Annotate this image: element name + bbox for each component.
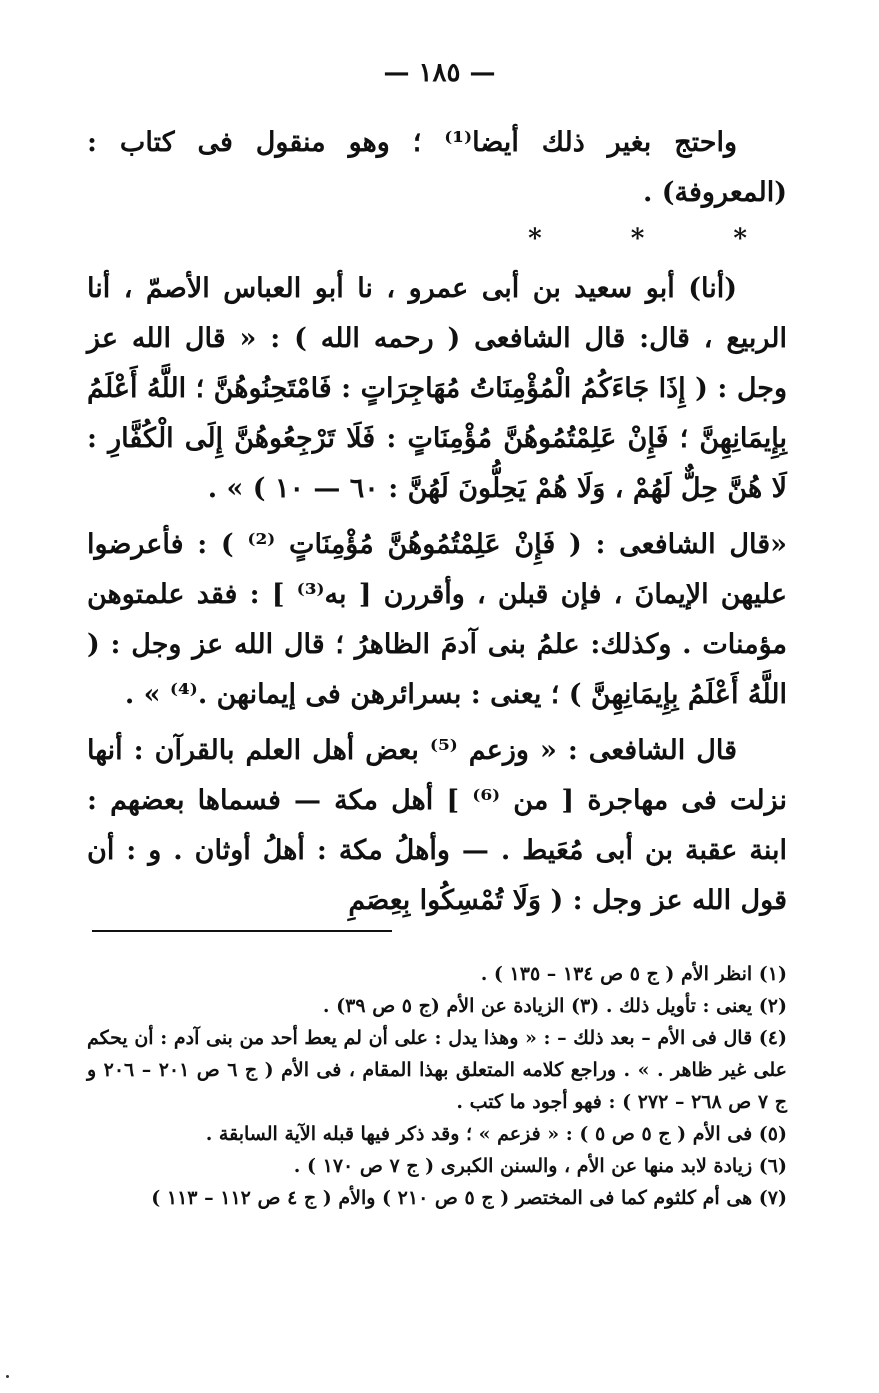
section-separator: * * * xyxy=(528,224,787,254)
paragraph-3: قال الشافعى : « وزعم ⁽⁵⁾ بعض أهل العلم بالقرآن : أنها نزلت فى مهاجرة [ من ⁽⁶⁾ ] أهل مكة — فسماها بعضهم : ابنة عقبة بن أبى مُعَيط . — وأهلُ مكة : أهلُ أوثان . و : أن قول الله عز وجل : ( وَلَا تُمْسِكُوا بِعِصَمِ xyxy=(87,735,787,916)
footnote-5: (٥) فى الأم ( ج ٥ ص ٥ ) : « فزعم » ؛ وقد ذكر فيها قبله الآية السابقة . xyxy=(205,1123,787,1145)
paragraph-1: (أنا) أبو سعيد بن أبى عمرو ، نا أبو العباس الأصمّ ، أنا الربيع ، قال: قال الشافعى ( رحمه الله ) : « قال الله عز وجل : ( إِذَا جَاءَكُمُ الْمُؤْمِنَاتُ مُهَاجِرَاتٍ : فَامْتَحِنُوهُنَّ ؛ اللَّهُ أَعْلَمُ بِإِيمَانِهِنَّ ؛ فَإِنْ عَلِمْتُمُوهُنَّ مُؤْمِنَاتٍ : فَلَا تَرْجِعُوهُنَّ إِلَى الْكُفَّارِ : لَا هُنَّ حِلٌّ لَهُمْ ، وَلَا هُمْ يَحِلُّونَ لَهُنَّ : ٦٠ — ١٠ ) » . xyxy=(87,273,787,504)
page-number: — ١٨٥ — xyxy=(383,58,496,88)
intro-paragraph: واحتج بغير ذلك أيضا⁽¹⁾ ؛ وهو منقول فى كتاب : (المعروفة) . xyxy=(87,127,787,208)
main-text xyxy=(87,118,787,926)
paragraph-2: «قال الشافعى : ( فَإِنْ عَلِمْتُمُوهُنَّ مُؤْمِنَاتٍ ⁽²⁾ ) : فأعرضوا عليهن الإيمانَ ، فإن قبلن ، وأقررن [ به⁽³⁾ ] : فقد علمتوهن مؤمنات . وكذلك: علمُ بنى آدمَ الظاهرُ ؛ قال الله عز وجل : ( اللَّهُ أَعْلَمُ بِإِيمَانِهِنَّ ) ؛ يعنى : بسرائرهن فى إيمانهن .⁽⁴⁾ » . xyxy=(87,529,787,710)
footnote-4: (٤) قال فى الأم – بعد ذلك – : « وهذا يدل : على أن لم يعط أحد من بنى آدم : أن يحكم على غير ظاهر . » . وراجع كلامه المتعلق بهذا المقام ، فى الأم ( ج ٦ ص ٢٠١ – ٢٠٦ و ج ٧ ص ٢٦٨ – ٢٧٢ ) : فهو أجود ما كتب . xyxy=(87,1027,788,1113)
footnote-7: (٧) هى أم كلثوم كما فى المختصر ( ج ٥ ص ٢١٠ ) والأم ( ج ٤ ص ١١٢ – ١١٣ ) xyxy=(151,1187,787,1209)
footnote-6: (٦) زيادة لابد منها عن الأم ، والسنن الكبرى ( ج ٧ ص ١٧٠ ) . xyxy=(293,1155,787,1177)
footnotes xyxy=(87,958,787,1214)
footnote-2-3: (٢) يعنى : تأويل ذلك . (٣) الزيادة عن الأم (ج ٥ ص ٣٩) . xyxy=(322,995,787,1017)
footnote-1: (١) انظر الأم ( ج ٥ ص ١٣٤ – ١٣٥ ) . xyxy=(480,963,787,985)
footnote-divider xyxy=(92,930,392,932)
scan-speck xyxy=(6,1375,9,1378)
